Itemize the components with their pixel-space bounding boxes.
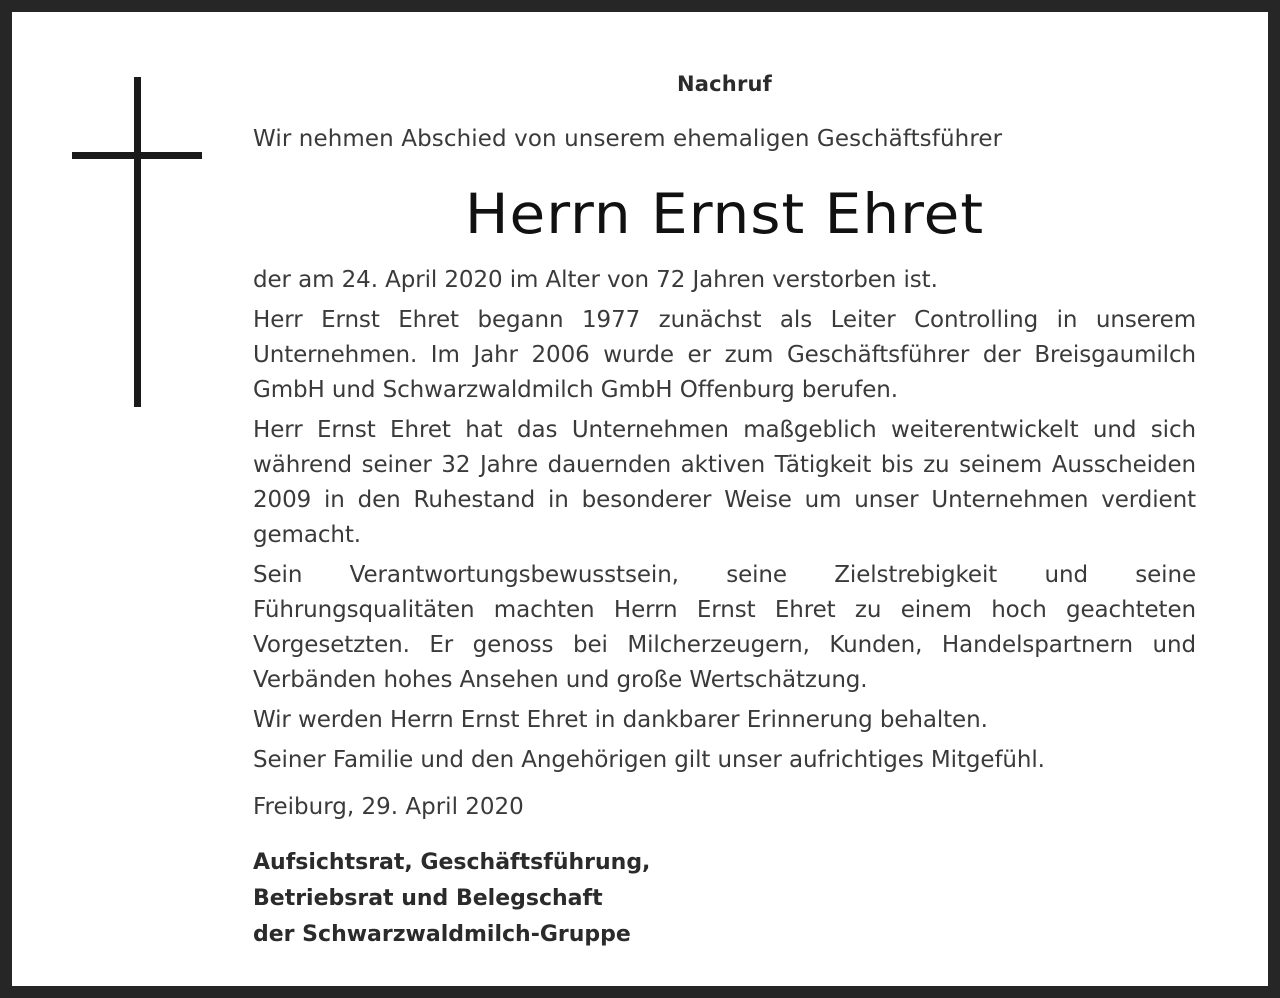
paragraph-career: Herr Ernst Ehret begann 1977 zunächst als Leiter Controlling in unserem Unternehmen. Im Jahr 2006 wurde er zum Geschäftsführer der Breisgaumilch GmbH und Schwarzwaldmilch GmbH Offenburg berufen. (253, 307, 1196, 403)
paragraph-remembrance: Wir werden Herrn Ernst Ehret in dankbarer Erinnerung behalten. (253, 707, 988, 733)
signature-line-2: Betriebsrat und Belegschaft (253, 886, 603, 911)
paragraph-merits: Herr Ernst Ehret hat das Unternehmen maßgeblich weiterentwickelt und sich während seiner 32 Jahre dauernden aktiven Tätigkeit bis zu seinem Ausscheiden 2009 in den Ruhestand in besonderer Weise um unser Unternehmen verdient gemacht. (253, 417, 1196, 548)
paragraph-qualities: Sein Verantwortungsbewusstsein, seine Zielstrebigkeit und seine Führungsqualitäten machten Herrn Ernst Ehret zu einem hoch geachteten Vorgesetzten. Er genoss bei Milcherzeugern, Kunden, Handelspartnern und Verbänden hohes Ansehen und große Wertschätzung. (253, 562, 1196, 693)
deceased-name: Herrn Ernst Ehret (464, 181, 985, 247)
intro-line: Wir nehmen Abschied von unserem ehemaligen Geschäftsführer (253, 126, 1003, 152)
obituary-heading: Nachruf (677, 72, 772, 96)
signature-block (253, 845, 1196, 953)
paragraph-death-date: der am 24. April 2020 im Alter von 72 Jahren verstorben ist. (253, 267, 938, 293)
signature-line-3: der Schwarzwaldmilch-Gruppe (253, 922, 631, 947)
obituary-content (253, 67, 1196, 953)
signature-line-1: Aufsichtsrat, Geschäftsführung, (253, 850, 651, 875)
paragraph-condolence: Seiner Familie und den Angehörigen gilt unser aufrichtiges Mitgefühl. (253, 747, 1045, 773)
place-date: Freiburg, 29. April 2020 (253, 794, 524, 820)
cross-icon-vertical (134, 77, 141, 407)
cross-icon-horizontal (72, 152, 202, 159)
